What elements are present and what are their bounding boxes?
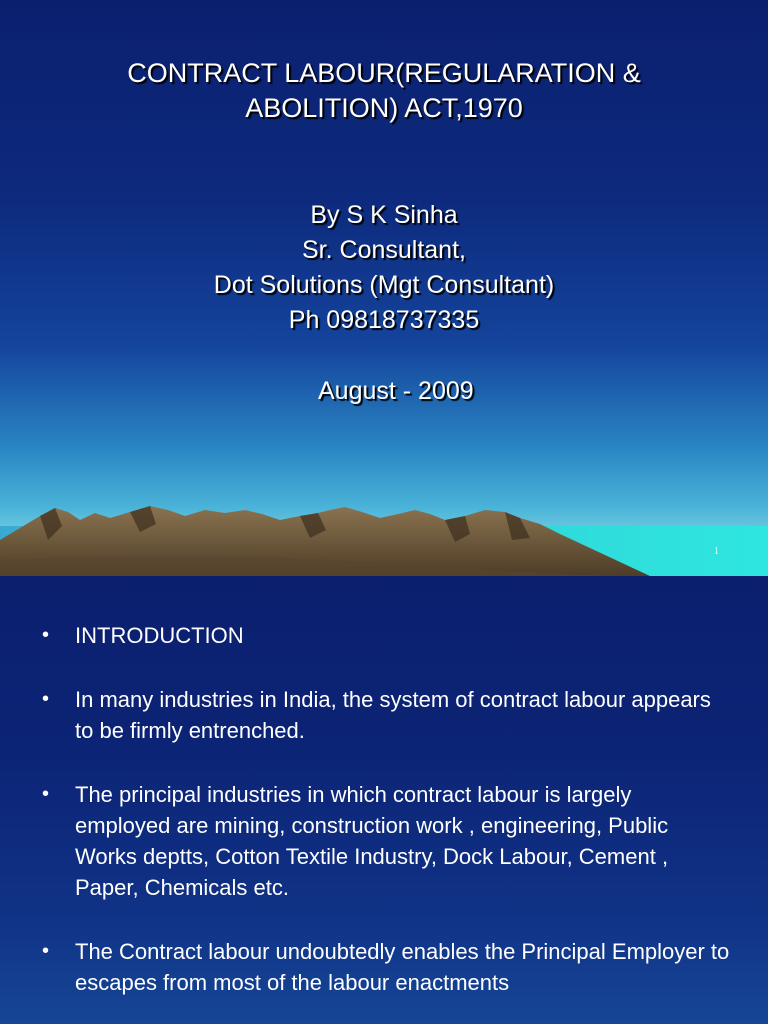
author-name: By S K Sinha — [310, 201, 458, 229]
bullet-contract-labour-entrenched: • In many industries in India, the system of contract labour appears to be firmly entrenched. — [42, 684, 732, 746]
presentation-date: August - 2009 — [318, 377, 474, 405]
slide-title — [40, 56, 728, 126]
author-phone: Ph 09818737335 — [288, 306, 480, 334]
slide-number: 1 — [714, 546, 719, 557]
title-line-1: CONTRACT LABOUR(REGULARATION & — [127, 58, 641, 88]
bullet-list — [42, 620, 732, 1024]
author-block — [40, 198, 728, 338]
bullet-principal-industries: • The principal industries in which contract labour is largely employed are mining, construction work , engineering, Public Works deptts, Cotton Textile Industry, Dock Labour, Cement , Paper, Chemicals etc. — [42, 779, 732, 903]
title-line-2: ABOLITION) ACT,1970 — [245, 93, 523, 123]
introduction-slide — [0, 576, 768, 1024]
mountain-landscape-image — [0, 480, 768, 576]
author-role: Sr. Consultant, — [302, 236, 466, 264]
bullet-introduction: • INTRODUCTION — [42, 620, 732, 651]
bullet-principal-employer: • The Contract labour undoubtedly enables the Principal Employer to escapes from most of the labour enactments — [42, 936, 732, 998]
author-company: Dot Solutions (Mgt Consultant) — [213, 271, 555, 299]
